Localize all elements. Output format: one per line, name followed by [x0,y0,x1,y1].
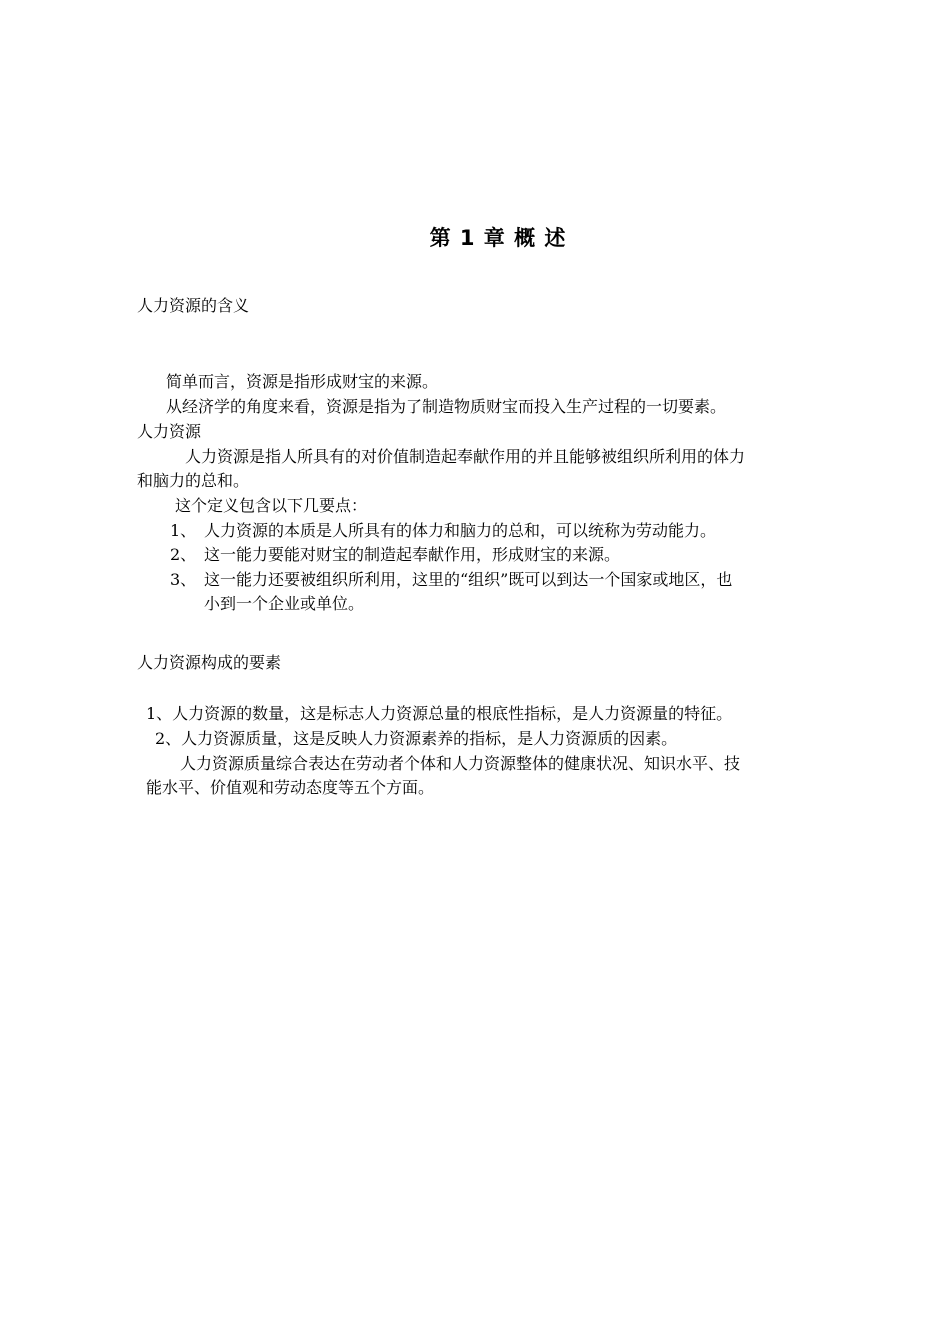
list-number: 3、 [170,570,197,589]
list-number: 2、 [170,545,197,564]
quality-detail-line-1: 人力资源质量综合表达在劳动者个体和人力资源整体的健康状况、知识水平、技 [180,754,741,773]
section-heading-meaning: 人力资源的含义 [137,296,250,315]
list-number: 1、 [170,521,197,540]
list-text-line-2: 小到一个企业或单位。 [204,594,365,613]
element-quality: 2、人力资源质量，这是反映人力资源素养的指标，是人力资源质的因素。 [155,729,678,748]
subheading-human-resource: 人力资源 [137,422,202,441]
paragraph-resource-economic: 从经济学的角度来看，资源是指为了制造物质财宝而投入生产过程的一切要素。 [166,397,727,416]
quality-detail-line-2: 能水平、价值观和劳动态度等五个方面。 [146,778,435,797]
points-intro: 这个定义包含以下几要点： [175,496,368,515]
definition-line-1: 人力资源是指人所具有的对价值制造起奉献作用的并且能够被组织所利用的体力 [185,447,746,466]
list-text: 人力资源的本质是人所具有的体力和脑力的总和，可以统称为劳动能力。 [204,521,717,540]
section-heading-elements: 人力资源构成的要素 [137,653,282,672]
chapter-title: 第 1 章 概 述 [429,226,567,250]
list-item [170,519,860,543]
list-item [170,568,860,616]
paragraph-resource-simple: 简单而言，资源是指形成财宝的来源。 [166,372,439,391]
list-text-line-1: 这一能力还要被组织所利用，这里的“组织”既可以到达一个国家或地区，也 [204,570,733,589]
list-item [170,543,860,567]
element-quantity: 1、人力资源的数量，这是标志人力资源总量的根底性指标，是人力资源量的特征。 [146,704,733,723]
list-text: 这一能力要能对财宝的制造起奉献作用，形成财宝的来源。 [204,545,621,564]
definition-line-2: 和脑力的总和。 [137,471,250,490]
